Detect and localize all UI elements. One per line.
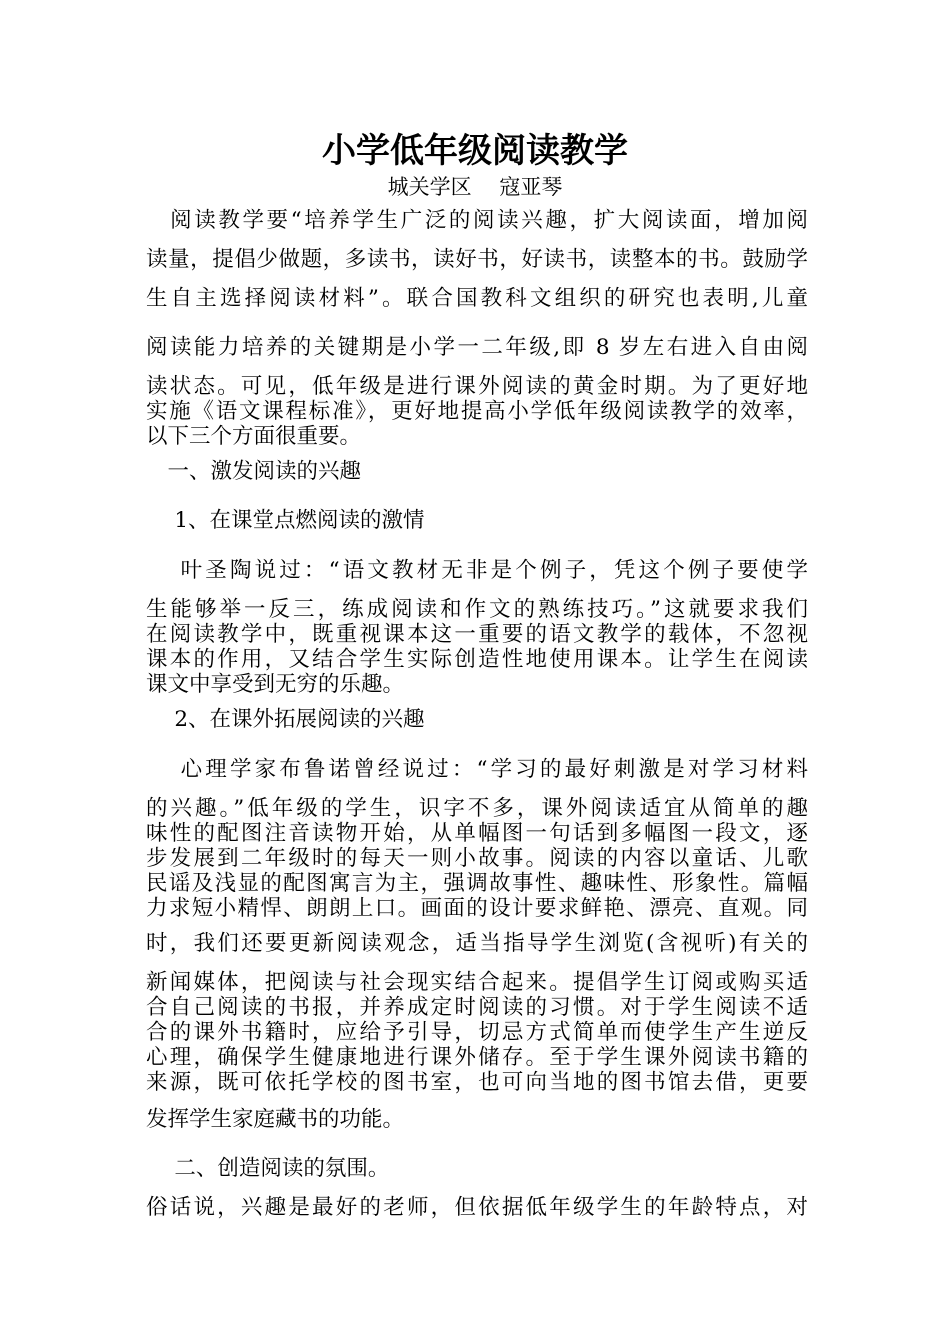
section-heading: 一、激发阅读的兴趣 (146, 459, 362, 484)
text-line: 合的课外书籍时，应给予引导，切忌方式简单而使学生产生逆反 (146, 1020, 808, 1045)
text-line: 阅读教学要“培养学生广泛的阅读兴趣，扩大阅读面，增加阅 (146, 208, 808, 233)
text-line: 力求短小精悍、朗朗上口。画面的设计要求鲜艳、漂亮、直观。同 (146, 896, 808, 921)
text-line: 心理学家布鲁诺曾经说过：“学习的最好刺激是对学习材料 (146, 757, 808, 782)
text-line: 课文中享受到无穷的乐趣。 (146, 672, 405, 697)
text-line: 课本的作用，又结合学生实际创造性地使用课本。让学生在阅读 (146, 647, 808, 672)
subsection-heading: 1、在课堂点燃阅读的激情 (146, 508, 425, 533)
text-line: 的兴趣。”低年级的学生，识字不多，课外阅读适宜从简单的趣 (146, 796, 808, 821)
text-line: 在阅读教学中，既重视课本这一重要的语文教学的载体，不忽视 (146, 622, 808, 647)
subsection-heading: 2、在课外拓展阅读的兴趣 (146, 707, 425, 732)
text-line: 叶圣陶说过：“语文教材无非是个例子，凭这个例子要使学 (146, 558, 808, 583)
document-title: 小学低年级阅读教学 (322, 131, 628, 171)
text-line: 以下三个方面很重要。 (146, 424, 362, 449)
text-line: 合自己阅读的书报，并养成定时阅读的习惯。对于学生阅读不适 (146, 995, 808, 1020)
text-line: 发挥学生家庭藏书的功能。 (146, 1107, 405, 1132)
document-author: 城关学区 寇亚琴 (387, 175, 563, 199)
text-line: 阅读能力培养的关键期是小学一二年级,即 8 岁左右进入自由阅 (146, 335, 808, 360)
text-line: 步发展到二年级时的每天一则小故事。阅读的内容以童话、儿歌 (146, 846, 808, 871)
text-line: 新闻媒体，把阅读与社会现实结合起来。提倡学生订阅或购买适 (146, 970, 808, 995)
section-heading: 二、创造阅读的氛围。 (146, 1156, 390, 1181)
text-line: 生能够举一反三，练成阅读和作文的熟练技巧。”这就要求我们 (146, 597, 808, 622)
text-line: 读状态。可见，低年级是进行课外阅读的黄金时期。为了更好地 (146, 374, 808, 399)
text-line: 味性的配图注音读物开始，从单幅图一句话到多幅图一段文，逐 (146, 821, 808, 846)
text-line: 实施《语文课程标准》，更好地提高小学低年级阅读教学的效率， (146, 399, 808, 424)
text-line: 读量，提倡少做题，多读书，读好书，好读书，读整本的书。鼓励学 (146, 247, 808, 272)
text-line: 来源，既可依托学校的图书室，也可向当地的图书馆去借，更要 (146, 1070, 808, 1095)
text-line: 生自主选择阅读材料”。联合国教科文组织的研究也表明,儿童 (146, 286, 808, 311)
text-line: 时，我们还要更新阅读观念，适当指导学生浏览(含视听)有关的 (146, 931, 808, 956)
text-line: 心理，确保学生健康地进行课外储存。至于学生课外阅读书籍的 (146, 1045, 808, 1070)
text-line: 民谣及浅显的配图寓言为主，强调故事性、趣味性、形象性。篇幅 (146, 871, 808, 896)
text-line: 俗话说，兴趣是最好的老师，但依据低年级学生的年龄特点，对 (146, 1195, 808, 1220)
